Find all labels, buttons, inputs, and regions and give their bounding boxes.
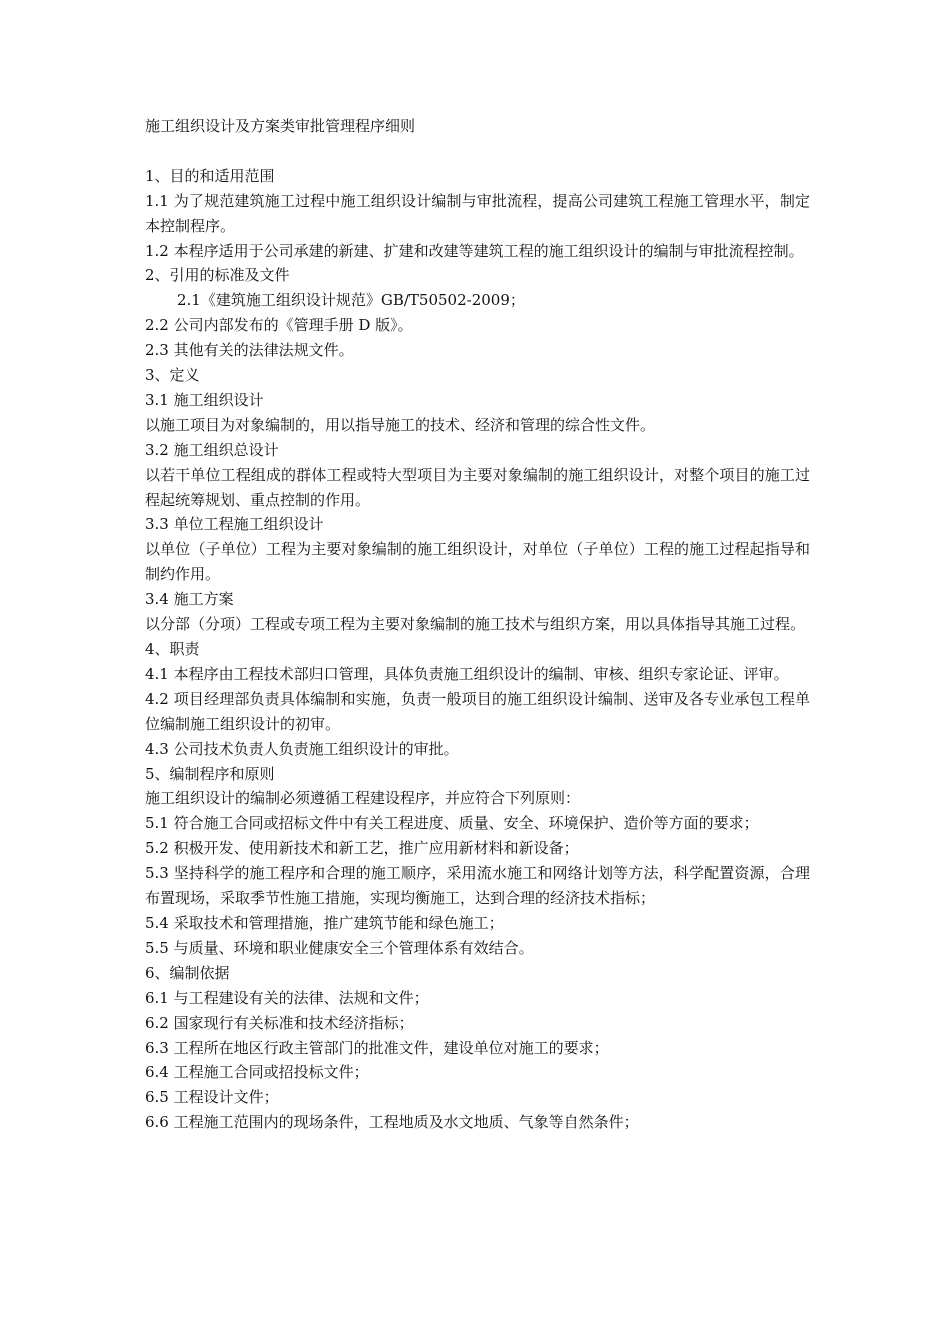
paragraph: 5.1 符合施工合同或招标文件中有关工程进度、质量、安全、环境保护、造价等方面的要求； xyxy=(145,814,759,833)
paragraph: 2.2 公司内部发布的《管理手册 D 版》。 xyxy=(145,316,413,335)
paragraph: 4.1 本程序由工程技术部归口管理，具体负责施工组织设计的编制、审核、组织专家论证、评审。 xyxy=(145,664,789,683)
paragraph: 6.2 国家现行有关标准和技术经济指标； xyxy=(145,1013,414,1032)
paragraph: 以施工项目为对象编制的，用以指导施工的技术、经济和管理的综合性文件。 xyxy=(145,415,656,434)
paragraph: 1.1 为了规范建筑施工过程中施工组织设计编制与审批流程，提高公司建筑工程施工管理水平，制定本控制程序。 xyxy=(145,191,810,235)
paragraph: 6.3 工程所在地区行政主管部门的批准文件，建设单位对施工的要求； xyxy=(145,1038,609,1057)
paragraph: 施工组织设计的编制必须遵循工程建设程序，并应符合下列原则： xyxy=(145,789,581,808)
section-heading: 6、编制依据 xyxy=(145,963,230,982)
section-heading: 3、定义 xyxy=(145,366,200,385)
paragraph: 5.4 采取技术和管理措施，推广建筑节能和绿色施工； xyxy=(145,913,504,932)
paragraph: 5.5 与质量、环境和职业健康安全三个管理体系有效结合。 xyxy=(145,938,534,957)
subsection-heading: 3.1 施工组织设计 xyxy=(145,390,264,409)
paragraph: 5.3 坚持科学的施工程序和合理的施工顺序，采用流水施工和网络计划等方法，科学配置资源，合理布置现场，采取季节性施工措施，实现均衡施工，达到合理的经济技术指标； xyxy=(145,864,810,908)
paragraph: 5.2 积极开发、使用新技术和新工艺，推广应用新材料和新设备； xyxy=(145,839,579,858)
section-heading: 2、引用的标准及文件 xyxy=(145,266,290,285)
section-heading: 1、目的和适用范围 xyxy=(145,166,275,185)
paragraph: 4.3 公司技术负责人负责施工组织设计的审批。 xyxy=(145,739,459,758)
paragraph: 6.6 工程施工范围内的现场条件，工程地质及水文地质、气象等自然条件； xyxy=(145,1113,639,1132)
paragraph: 6.4 工程施工合同或招投标文件； xyxy=(145,1063,369,1082)
section-heading: 5、编制程序和原则 xyxy=(145,764,275,783)
paragraph: 以若干单位工程组成的群体工程或特大型项目为主要对象编制的施工组织设计，对整个项目的施工过程起统筹规划、重点控制的作用。 xyxy=(145,465,810,509)
subsection-heading: 3.3 单位工程施工组织设计 xyxy=(145,515,324,534)
paragraph: 2.1《建筑施工组织设计规范》GB/T50502-2009； xyxy=(177,291,525,310)
paragraph: 2.3 其他有关的法律法规文件。 xyxy=(145,341,354,360)
section-heading: 4、职责 xyxy=(145,640,200,659)
document-title: 施工组织设计及方案类审批管理程序细则 xyxy=(145,117,416,135)
paragraph: 4.2 项目经理部负责具体编制和实施，负责一般项目的施工组织设计编制、送审及各专业承包工程单位编制施工组织设计的初审。 xyxy=(145,689,810,733)
paragraph: 以分部（分项）工程或专项工程为主要对象编制的施工技术与组织方案，用以具体指导其施工过程。 xyxy=(145,615,806,634)
paragraph: 以单位（子单位）工程为主要对象编制的施工组织设计，对单位（子单位）工程的施工过程起指导和制约作用。 xyxy=(145,540,810,584)
subsection-heading: 3.4 施工方案 xyxy=(145,590,234,609)
subsection-heading: 3.2 施工组织总设计 xyxy=(145,440,279,459)
document-body xyxy=(145,114,810,1135)
paragraph: 1.2 本程序适用于公司承建的新建、扩建和改建等建筑工程的施工组织设计的编制与审批流程控制。 xyxy=(145,241,804,260)
paragraph: 6.5 工程设计文件； xyxy=(145,1088,279,1107)
paragraph: 6.1 与工程建设有关的法律、法规和文件； xyxy=(145,988,429,1007)
